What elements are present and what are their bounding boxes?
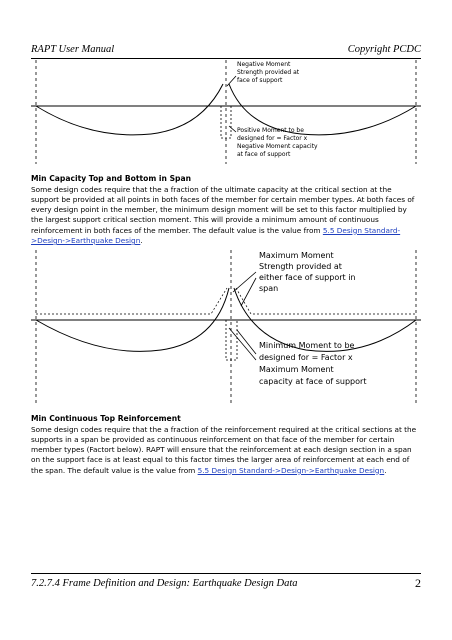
fig2-bottom-label-line-1: Minimum Moment to be — [259, 341, 355, 350]
fig1-bottom-label-line-1: Positive Moment to be — [237, 127, 304, 134]
earthquake-design-link-1[interactable]: 5.5 Design Standard->Design->Earthquake Design — [31, 225, 401, 245]
fig2-top-label-line-2: Strength provided at — [259, 262, 342, 271]
section-min-continuous-top — [31, 414, 421, 476]
page-header — [31, 40, 421, 59]
earthquake-design-link-2[interactable]: 5.5 Design Standard->Design->Earthquake Design — [197, 465, 385, 475]
fig1-bottom-label-line-4: at face of support — [237, 151, 291, 158]
header-manual-title: RAPT User Manual — [31, 44, 115, 55]
footer-section-title: 7.2.7.4 Frame Definition and Design: Earthquake Design Data — [31, 578, 298, 589]
header-copyright: Copyright PCDC — [347, 44, 421, 55]
fig1-top-label-line-3: face of support — [237, 77, 283, 84]
fig2-bottom-label-line-3: Maximum Moment — [259, 365, 334, 374]
section-min-capacity-heading: Min Capacity Top and Bottom in Span — [31, 174, 191, 183]
section-min-capacity-tail: . — [140, 235, 143, 245]
fig1-top-label-line-1: Negative Moment — [237, 61, 291, 68]
fig1-bottom-label-line-2: designed for = Factor x — [237, 135, 308, 142]
fig2-bottom-label-line-4: capacity at face of support — [259, 377, 367, 386]
section-min-capacity — [31, 174, 421, 246]
page-number: 2 — [415, 576, 421, 590]
fig2-bottom-label-line-2: designed for = Factor x — [259, 353, 353, 362]
figure-maximum-moment — [31, 250, 421, 405]
section-min-continuous-top-tail: . — [384, 465, 387, 475]
fig1-bottom-label-line-3: Negative Moment capacity — [237, 143, 318, 150]
fig2-top-label-line-1: Maximum Moment — [259, 251, 334, 260]
section-min-continuous-top-text: Some design codes require that the a fraction of the reinforcement required at the critical sections at the supports in a span be provided as continuous reinforcement on that face of the member for certain member types (Factort below). RAPT will ensure that the reinforcement at each design section in a span on the support face is at least equal to this factor times the larger area of reinforcement at each end of the span. The default value is the value from — [31, 424, 417, 475]
fig2-top-label-line-4: span — [259, 284, 279, 293]
section-min-capacity-body — [31, 185, 421, 247]
page-footer — [31, 573, 421, 592]
section-min-continuous-top-body — [31, 425, 421, 476]
figure-negative-moment — [31, 60, 421, 164]
fig2-top-label-line-3: either face of support in — [259, 273, 356, 282]
figure-negative-moment-diagram — [31, 60, 421, 164]
section-min-continuous-top-heading: Min Continuous Top Reinforcement — [31, 414, 181, 423]
figure-maximum-moment-diagram — [31, 250, 421, 405]
section-min-capacity-text: Some design codes require that the a fraction of the ultimate capacity at the critical section at the support be provided at all points in both faces of the member for certain member types. At both faces of every design point in the member, the minimum design moment will be set to this factor multiplied by the largest support critical section moment. This will provide a minimum amount of continuous reinforcement in both faces of the member. The default value is the value from — [31, 184, 415, 235]
fig1-top-label-line-2: Strength provided at — [237, 69, 300, 76]
